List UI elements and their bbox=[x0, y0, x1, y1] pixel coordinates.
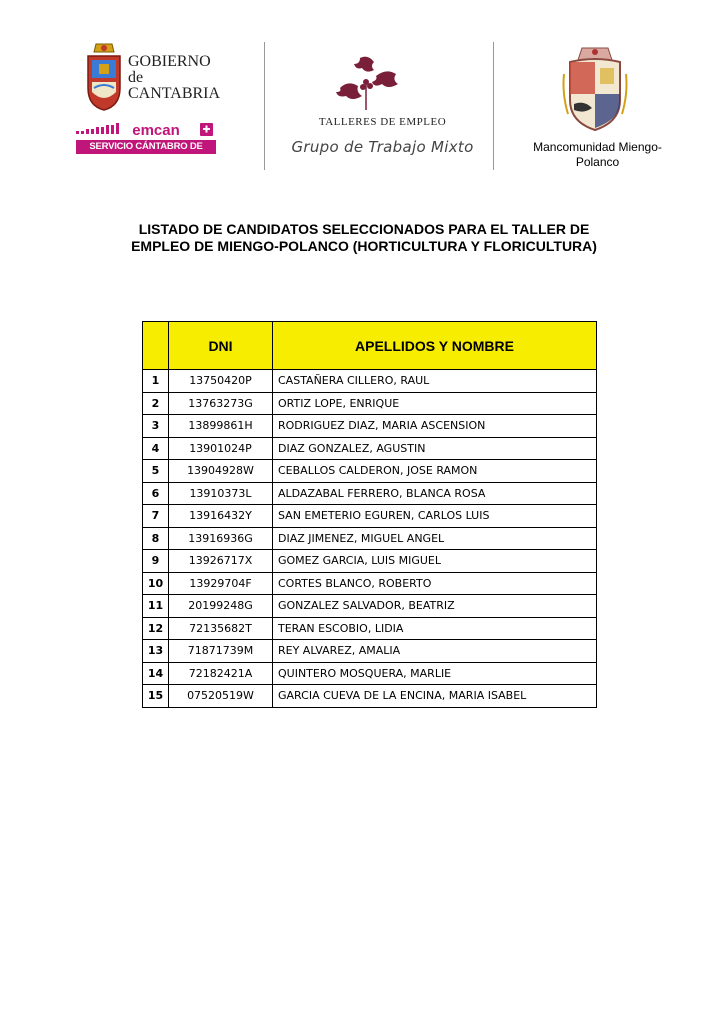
emcan-logo bbox=[76, 122, 216, 138]
name-cell: CORTES BLANCO, ROBERTO bbox=[273, 572, 597, 595]
dni-cell: 13910373L bbox=[169, 482, 273, 505]
dni-cell: 72182421A bbox=[169, 662, 273, 685]
column-header-name: APELLIDOS Y NOMBRE bbox=[273, 322, 597, 370]
row-number-cell: 10 bbox=[143, 572, 169, 595]
name-cell: GOMEZ GARCIA, LUIS MIGUEL bbox=[273, 550, 597, 573]
name-cell: CEBALLOS CALDERON, JOSE RAMON bbox=[273, 460, 597, 483]
name-cell: TERAN ESCOBIO, LIDIA bbox=[273, 617, 597, 640]
dni-cell: 20199248G bbox=[169, 595, 273, 618]
table-row bbox=[143, 460, 597, 483]
table-row bbox=[143, 392, 597, 415]
row-number-cell: 1 bbox=[143, 370, 169, 393]
title-line-2: EMPLEO DE MIENGO-POLANCO (HORTICULTURA Y FLORICULTURA) bbox=[131, 238, 597, 254]
name-cell: DIAZ GONZALEZ, AGUSTIN bbox=[273, 437, 597, 460]
row-number-cell: 3 bbox=[143, 415, 169, 438]
table-row bbox=[143, 617, 597, 640]
name-cell: GONZALEZ SALVADOR, BEATRIZ bbox=[273, 595, 597, 618]
cantabria-shield-icon bbox=[84, 42, 124, 112]
dni-cell: 13916936G bbox=[169, 527, 273, 550]
table-row bbox=[143, 640, 597, 663]
row-number-cell: 2 bbox=[143, 392, 169, 415]
dni-cell: 13929704F bbox=[169, 572, 273, 595]
gobierno-line-1: GOBIERNO bbox=[128, 53, 211, 70]
emcan-label: emcan bbox=[132, 122, 180, 138]
header-divider-right bbox=[493, 42, 494, 170]
gobierno-line-2: de bbox=[128, 69, 144, 86]
holly-leaves-icon bbox=[330, 54, 410, 114]
talleres-empleo-logo bbox=[275, 50, 490, 165]
table-row bbox=[143, 437, 597, 460]
dni-cell: 71871739M bbox=[169, 640, 273, 663]
column-header-number bbox=[143, 322, 169, 370]
table-header-row bbox=[143, 322, 597, 370]
table-row bbox=[143, 527, 597, 550]
row-number-cell: 8 bbox=[143, 527, 169, 550]
talleres-label: TALLERES DE EMPLEO bbox=[318, 116, 447, 128]
document-title bbox=[100, 221, 628, 255]
dni-cell: 13750420P bbox=[169, 370, 273, 393]
table-row bbox=[143, 415, 597, 438]
row-number-cell: 5 bbox=[143, 460, 169, 483]
table-row bbox=[143, 505, 597, 528]
name-cell: REY ALVAREZ, AMALIA bbox=[273, 640, 597, 663]
gobierno-text bbox=[128, 54, 220, 102]
grupo-label: Grupo de Trabajo Mixto bbox=[291, 138, 474, 156]
name-cell: RODRIGUEZ DIAZ, MARIA ASCENSION bbox=[273, 415, 597, 438]
mancomunidad-text bbox=[515, 140, 680, 170]
row-number-cell: 15 bbox=[143, 685, 169, 708]
document-header bbox=[0, 0, 728, 190]
name-cell: ORTIZ LOPE, ENRIQUE bbox=[273, 392, 597, 415]
column-header-dni: DNI bbox=[169, 322, 273, 370]
table-row bbox=[143, 572, 597, 595]
table-row bbox=[143, 370, 597, 393]
name-cell: ALDAZABAL FERRERO, BLANCA ROSA bbox=[273, 482, 597, 505]
dni-cell: 13926717X bbox=[169, 550, 273, 573]
name-cell: QUINTERO MOSQUERA, MARLIE bbox=[273, 662, 597, 685]
table-row bbox=[143, 662, 597, 685]
name-cell: CASTAÑERA CILLERO, RAUL bbox=[273, 370, 597, 393]
row-number-cell: 12 bbox=[143, 617, 169, 640]
row-number-cell: 13 bbox=[143, 640, 169, 663]
name-cell: GARCIA CUEVA DE LA ENCINA, MARIA ISABEL bbox=[273, 685, 597, 708]
candidates-table bbox=[142, 321, 597, 708]
dni-cell: 13916432Y bbox=[169, 505, 273, 528]
table-row bbox=[143, 685, 597, 708]
header-divider-left bbox=[264, 42, 265, 170]
title-line-1: LISTADO DE CANDIDATOS SELECCIONADOS PARA EL TALLER DE bbox=[138, 221, 590, 237]
emcan-service-bar: SERVICIO CÁNTABRO DE EMPLEO bbox=[76, 140, 216, 154]
table-row bbox=[143, 595, 597, 618]
row-number-cell: 14 bbox=[143, 662, 169, 685]
mancomunidad-coat-of-arms-icon bbox=[560, 44, 630, 134]
row-number-cell: 4 bbox=[143, 437, 169, 460]
row-number-cell: 6 bbox=[143, 482, 169, 505]
dni-cell: 13763273G bbox=[169, 392, 273, 415]
mancomunidad-line-1: Mancomunidad Miengo- bbox=[533, 140, 662, 154]
table-row bbox=[143, 550, 597, 573]
gobierno-line-3: CANTABRIA bbox=[128, 85, 221, 102]
name-cell: SAN EMETERIO EGUREN, CARLOS LUIS bbox=[273, 505, 597, 528]
dni-cell: 13901024P bbox=[169, 437, 273, 460]
dni-cell: 72135682T bbox=[169, 617, 273, 640]
row-number-cell: 9 bbox=[143, 550, 169, 573]
mancomunidad-line-2: Polanco bbox=[575, 155, 620, 169]
table-row bbox=[143, 482, 597, 505]
dni-cell: 13899861H bbox=[169, 415, 273, 438]
dni-cell: 07520519W bbox=[169, 685, 273, 708]
dni-cell: 13904928W bbox=[169, 460, 273, 483]
name-cell: DIAZ JIMENEZ, MIGUEL ANGEL bbox=[273, 527, 597, 550]
row-number-cell: 11 bbox=[143, 595, 169, 618]
row-number-cell: 7 bbox=[143, 505, 169, 528]
gobierno-cantabria-logo bbox=[76, 40, 266, 166]
